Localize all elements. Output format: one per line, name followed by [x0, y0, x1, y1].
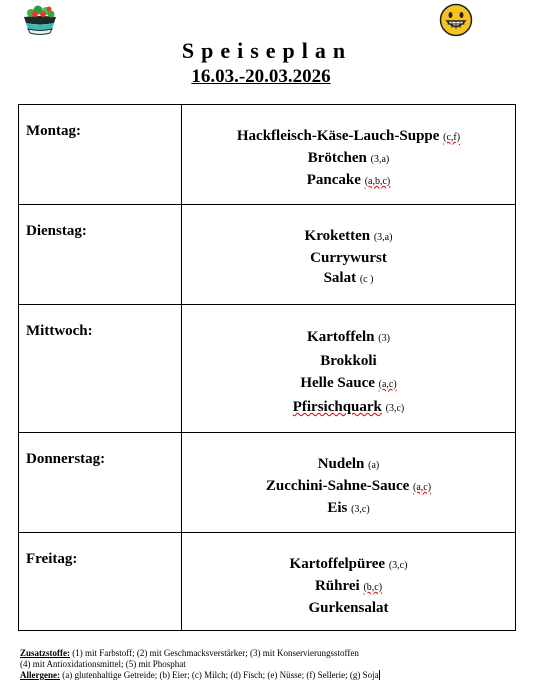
meal-item	[182, 226, 515, 248]
table-row	[19, 105, 516, 205]
meal-code: (3,a)	[370, 154, 390, 165]
meal-name: Hackfleisch-Käse-Lauch-Suppe	[236, 128, 440, 144]
table-row	[19, 205, 516, 305]
meal-item	[182, 598, 515, 618]
meal-code: (3)	[378, 333, 390, 344]
additives-text: (1) mit Farbstoff; (2) mit Geschmacksverstärker; (3) mit Konservierungsstoffen	[72, 648, 359, 658]
day-label: Donnerstag:	[26, 451, 106, 467]
grinning-face-icon	[439, 3, 473, 37]
additives-line	[20, 648, 520, 659]
meal-name: Kartoffeln	[307, 329, 375, 345]
meal-name: Kartoffelpüree	[289, 556, 386, 572]
meal-item	[182, 554, 515, 576]
meal-code: (b,c)	[363, 582, 383, 593]
table-row	[19, 305, 516, 433]
meal-name: Pancake	[306, 172, 361, 188]
meal-item	[182, 248, 515, 268]
meal-name: Brokkoli	[320, 353, 377, 369]
day-cell	[19, 105, 182, 205]
footer-notes	[20, 648, 520, 681]
meal-name: Nudeln	[317, 456, 365, 472]
meals-cell	[182, 305, 516, 433]
day-label: Dienstag:	[26, 223, 87, 239]
meal-code: (3,a)	[373, 232, 393, 243]
day-cell	[19, 205, 182, 305]
meal-item	[182, 396, 515, 420]
meal-code: (a,c)	[413, 482, 432, 493]
meal-code: (c,f)	[443, 132, 461, 143]
meal-item	[182, 576, 515, 598]
salad-bowl-icon	[21, 3, 59, 37]
meal-name: Helle Sauce	[300, 375, 375, 391]
meal-item	[182, 454, 515, 476]
meals-cell	[182, 105, 516, 205]
meal-item	[182, 126, 515, 148]
meals-cell	[182, 533, 516, 631]
meal-item	[182, 372, 515, 396]
meal-item	[182, 268, 515, 290]
meal-code: (3,c)	[351, 504, 370, 515]
day-cell	[19, 433, 182, 533]
table-row	[19, 533, 516, 631]
day-cell	[19, 305, 182, 433]
table-row	[19, 433, 516, 533]
meal-item	[182, 326, 515, 350]
date-range: 16.03.-20.03.2026	[191, 66, 331, 87]
allergens-text: (a) glutenhaltige Getreide; (b) Eier; (c) Milch; (d) Fisch; (e) Nüsse; (f) Sellerie; (g) Soja	[62, 670, 379, 680]
allergens-line	[20, 670, 520, 681]
day-label: Freitag:	[26, 551, 78, 567]
additives-label: Zusatzstoffe:	[20, 648, 70, 658]
meal-name: Kroketten	[304, 228, 371, 244]
meal-code: (3,c)	[385, 403, 405, 414]
allergens-label: Allergene:	[20, 670, 60, 680]
meal-name: Zucchini-Sahne-Sauce	[265, 478, 410, 494]
meals-cell	[182, 205, 516, 305]
meal-item	[182, 476, 515, 498]
meal-item	[182, 148, 515, 170]
meals-cell	[182, 433, 516, 533]
meal-item	[182, 170, 515, 192]
meal-code: (a,b,c)	[364, 176, 391, 187]
meal-name: Currywurst	[310, 250, 387, 266]
day-label: Montag:	[26, 123, 81, 139]
day-label: Mittwoch:	[26, 323, 93, 339]
meal-item	[182, 350, 515, 372]
meal-code: (3,c)	[388, 560, 408, 571]
meal-name: Eis	[327, 500, 348, 516]
meal-code: (a)	[368, 460, 380, 471]
meal-code: (c )	[359, 274, 374, 285]
day-cell	[19, 533, 182, 631]
additives-line-2: (4) mit Antioxidationsmittel; (5) mit Phosphat	[20, 659, 186, 669]
meal-name: Pfirsichquark	[292, 399, 382, 415]
meal-name: Rührei	[314, 578, 360, 594]
meal-item	[182, 498, 515, 520]
text-cursor	[379, 670, 380, 680]
meal-code: (a,c)	[378, 379, 397, 390]
meal-name: Salat	[323, 270, 357, 286]
page-title: Speiseplan	[181, 38, 353, 63]
meal-name: Brötchen	[307, 150, 367, 166]
menu-table	[18, 104, 516, 631]
meal-name: Gurkensalat	[308, 600, 389, 616]
